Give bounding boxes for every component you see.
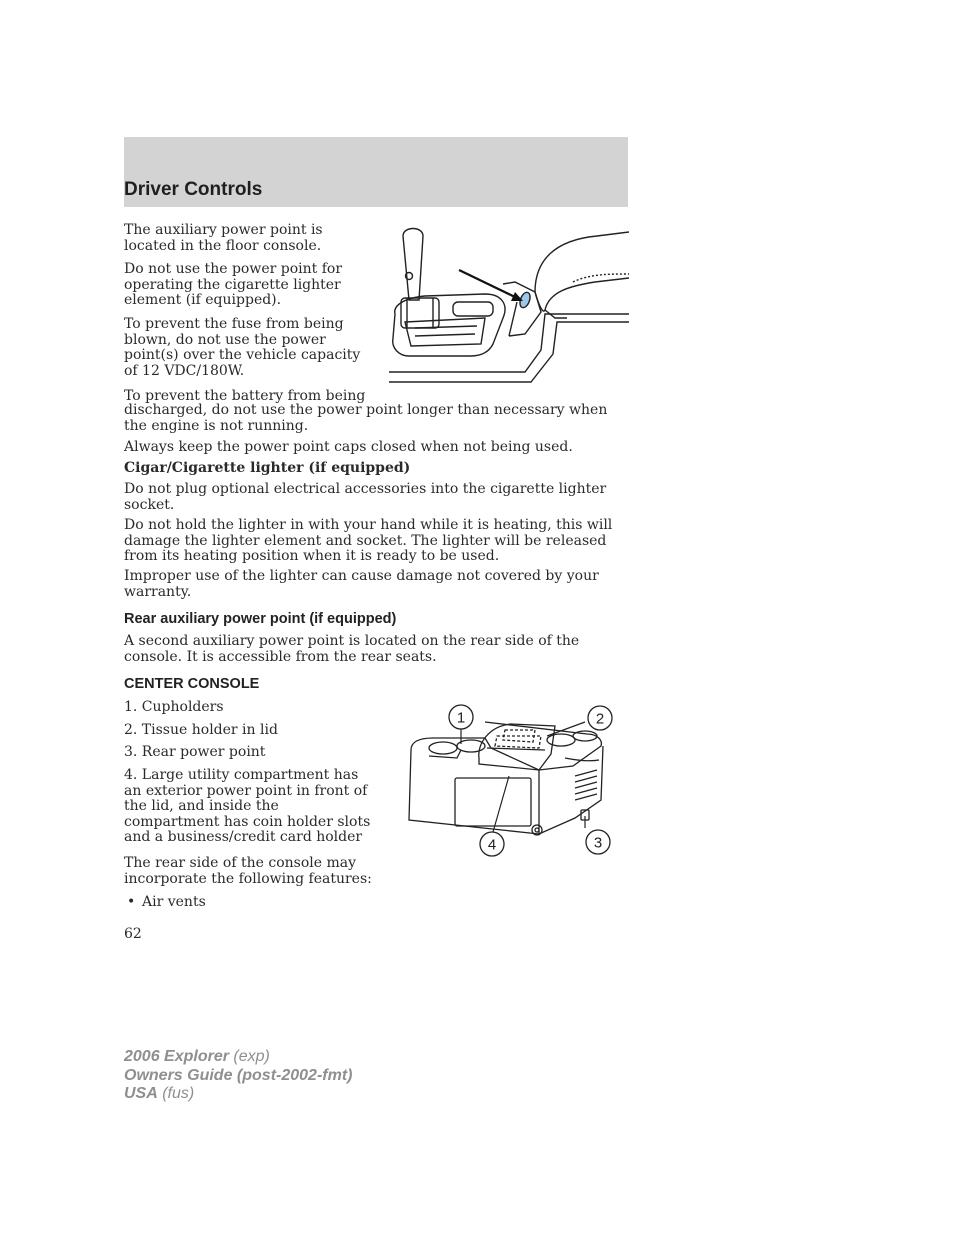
section-title: Driver Controls [124,179,263,200]
list-item-utility-compartment: 4. Large utility compartment has an exterior power point in front of the lid, and inside the compartment has coin holder slots and a business/credit card holder [124,767,371,846]
bullet-text: Air vents [142,894,206,910]
bullet-item [124,895,394,911]
callout-4: 4 [487,836,497,854]
page-number: 62 [124,926,142,942]
footer-model: 2006 Explorer [124,1048,229,1065]
bullet-dot: • [127,894,136,910]
paragraph-battery-line1: To prevent the battery from being [124,388,366,404]
paragraph-rear-side: The rear side of the console may incorporate the following features: [124,855,372,887]
document-footer [124,1048,352,1104]
heading-lighter: Cigar/Cigarette lighter (if equipped) [124,460,411,476]
paragraph-battery-rest: discharged, do not use the power point longer than necessary when the engine is not running. [124,402,608,434]
footer-line-3 [124,1085,352,1104]
footer-market: USA [124,1085,158,1102]
paragraph-caps: Always keep the power point caps closed when not being used. [124,439,573,455]
heading-center-console: CENTER CONSOLE [124,676,260,692]
paragraph-accessories: Do not plug optional electrical accessories into the cigarette lighter socket. [124,481,607,513]
list-item-rear-power: 3. Rear power point [124,744,266,760]
footer-line-2 [124,1067,352,1086]
center-console-illustration [405,700,630,860]
callout-2: 2 [595,710,605,728]
callout-1: 1 [456,709,466,727]
section-header [124,137,628,207]
list-item-tissue-holder: 2. Tissue holder in lid [124,722,278,738]
paragraph-improper-use: Improper use of the lighter can cause damage not covered by your warranty. [124,568,599,600]
heading-rear-power: Rear auxiliary power point (if equipped) [124,611,397,627]
footer-model-code: (exp) [228,1048,270,1065]
callout-3: 3 [593,834,603,852]
power-point-illustration [385,222,629,390]
footer-guide: Owners Guide (post-2002-fmt) [124,1066,353,1084]
paragraph-hold-lighter: Do not hold the lighter in with your hand while it is heating, this will damage the lighter element and socket. The lighter will be released from its heating position when it is ready to be used. [124,517,613,565]
footer-market-code: (fus) [157,1085,195,1102]
list-item-cupholders: 1. Cupholders [124,699,224,715]
paragraph-rear-power: A second auxiliary power point is located on the rear side of the console. It is accessible from the rear seats. [124,633,580,665]
paragraph-lighter-warning: Do not use the power point for operating the cigarette lighter element (if equipped). [124,261,343,309]
footer-line-1 [124,1048,352,1067]
paragraph-location: The auxiliary power point is located in the floor console. [124,222,323,254]
paragraph-fuse: To prevent the fuse from being blown, do not use the power point(s) over the vehicle capacity of 12 VDC/180W. [124,316,361,379]
